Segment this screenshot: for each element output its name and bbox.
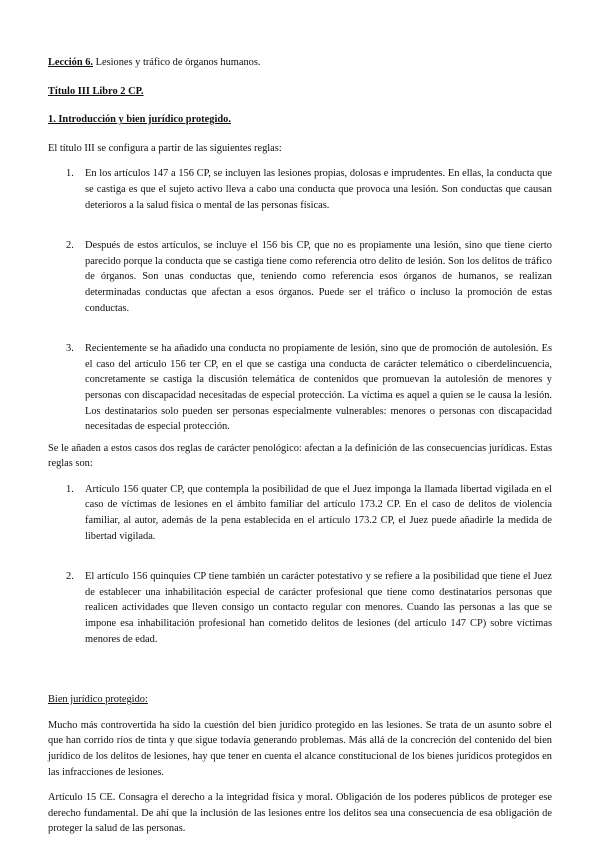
list-item-number: 1. [66,168,74,180]
list-item-text: El artículo 156 quinquies CP tiene también un carácter potestativo y se refiere a la posibilidad que tiene el Juez de establecer una inhabilitación especial de carácter profesional que tiene como destinatarios personas que realicen actividades que lleven consigo un contacto regular con menores. Cuando las personas a las que se impone esa inhabilitación profesional han cometido delitos de lesiones (del artículo 147 CP) sobre víctimas menores de edad. [85,571,552,645]
list-item [48,569,552,647]
list-item [48,238,552,316]
lesson-label: Lección 6. [48,57,94,68]
section-intro: El título III se configura a partir de las siguientes reglas: [48,142,282,154]
penological-rules-intro: Se le añaden a estos casos dos reglas de carácter penológico: afectan a la definición de las consecuencias jurídicas. Estas reglas son: [48,442,552,470]
title-heading: Título III Libro 2 CP. [48,85,144,97]
list-item [48,341,552,435]
list-item-number: 2. [66,571,74,583]
list-item-text: Después de estos artículos, se incluye el 156 bis CP, que no es propiamente una lesión, sino que tiene cierto parecido porque la conducta que se castiga tiene como referencia otro delito de lesión. Son los delitos de tráfico de órganos. Son unas conductas que, teniendo como referencia esos órganos de humanos, se realizan determinadas conductas que afectan a esos órganos. Puede ser el tráfico o incluso la promoción de estas conductas. [85,240,552,314]
list-item-text: Recientemente se ha añadido una conducta no propiamente de lesión, sino que de promoción de autolesión. Es el caso del artículo 156 ter CP, en el que se castiga una conducta de carácter telemático o ciberdelincuencia, concretamente se castiga la discusión telemática de contenidos que promuevan la autolesión de menores y personas con discapacidad necesitadas de especial protección. La víctima es aquel a quien se le causa la lesión. Los destinatarios solo pueden ser personas especialmente vulnerables: menores o personas con discapacidad necesitadas de especial protección. [85,343,552,433]
penological-rules-list [48,482,552,647]
list-item-number: 1. [66,483,74,495]
rules-list [48,166,552,434]
list-item [48,482,552,544]
article-15-paragraph: Artículo 15 CE. Consagra el derecho a la integridad física y moral. Obligación de los poderes públicos de proteger ese derecho fundamental. De ahí que la inclusión de las lesiones entre los delitos sea una consecuencia de esa obligación de proteger la salud de las personas. [48,792,552,835]
list-item-text: Artículo 156 quater CP, que contempla la posibilidad de que el Juez imponga la llamada libertad vigilada en el caso de víctimas de lesiones en el ámbito familiar del artículo 173.2 CP. En el caso de delitos de violencia familiar, al autor, además de la pena establecida en el artículo 173.2 CP, el Juez puede añadirle la medida de libertad vigilada. [85,483,552,542]
list-item-text: En los artículos 147 a 156 CP, se incluyen las lesiones propias, dolosas e imprudentes. En ellas, la conducta que se castiga es que el sujeto activo lleva a cabo una conducta que provoca una lesión. Son conductas que causan deterioros a la salud física o mental de las personas físicas. [85,168,552,211]
lesson-title: Lesiones y tráfico de órganos humanos. [93,57,261,68]
lesson-heading [48,55,552,71]
list-item-number: 2. [66,240,74,252]
document-page [48,55,552,837]
protected-interest-paragraph: Mucho más controvertida ha sido la cuestión del bien jurídico protegido en las lesiones. Se trata de un asunto sobre el que han corrido ríos de tinta y que sigue todavía generando problemas. Más allá de la concreción del contenido del bien jurídico de los delitos de lesiones, hay que tener en cuenta el alcance constitucional de los bienes jurídicos protegidos en las infracciones de lesiones. [48,719,552,778]
section-heading: 1. Introducción y bien jurídico protegido. [48,114,231,126]
list-item [48,166,552,213]
protected-interest-heading: Bien jurídico protegido: [48,694,148,706]
list-item-number: 3. [66,343,74,355]
